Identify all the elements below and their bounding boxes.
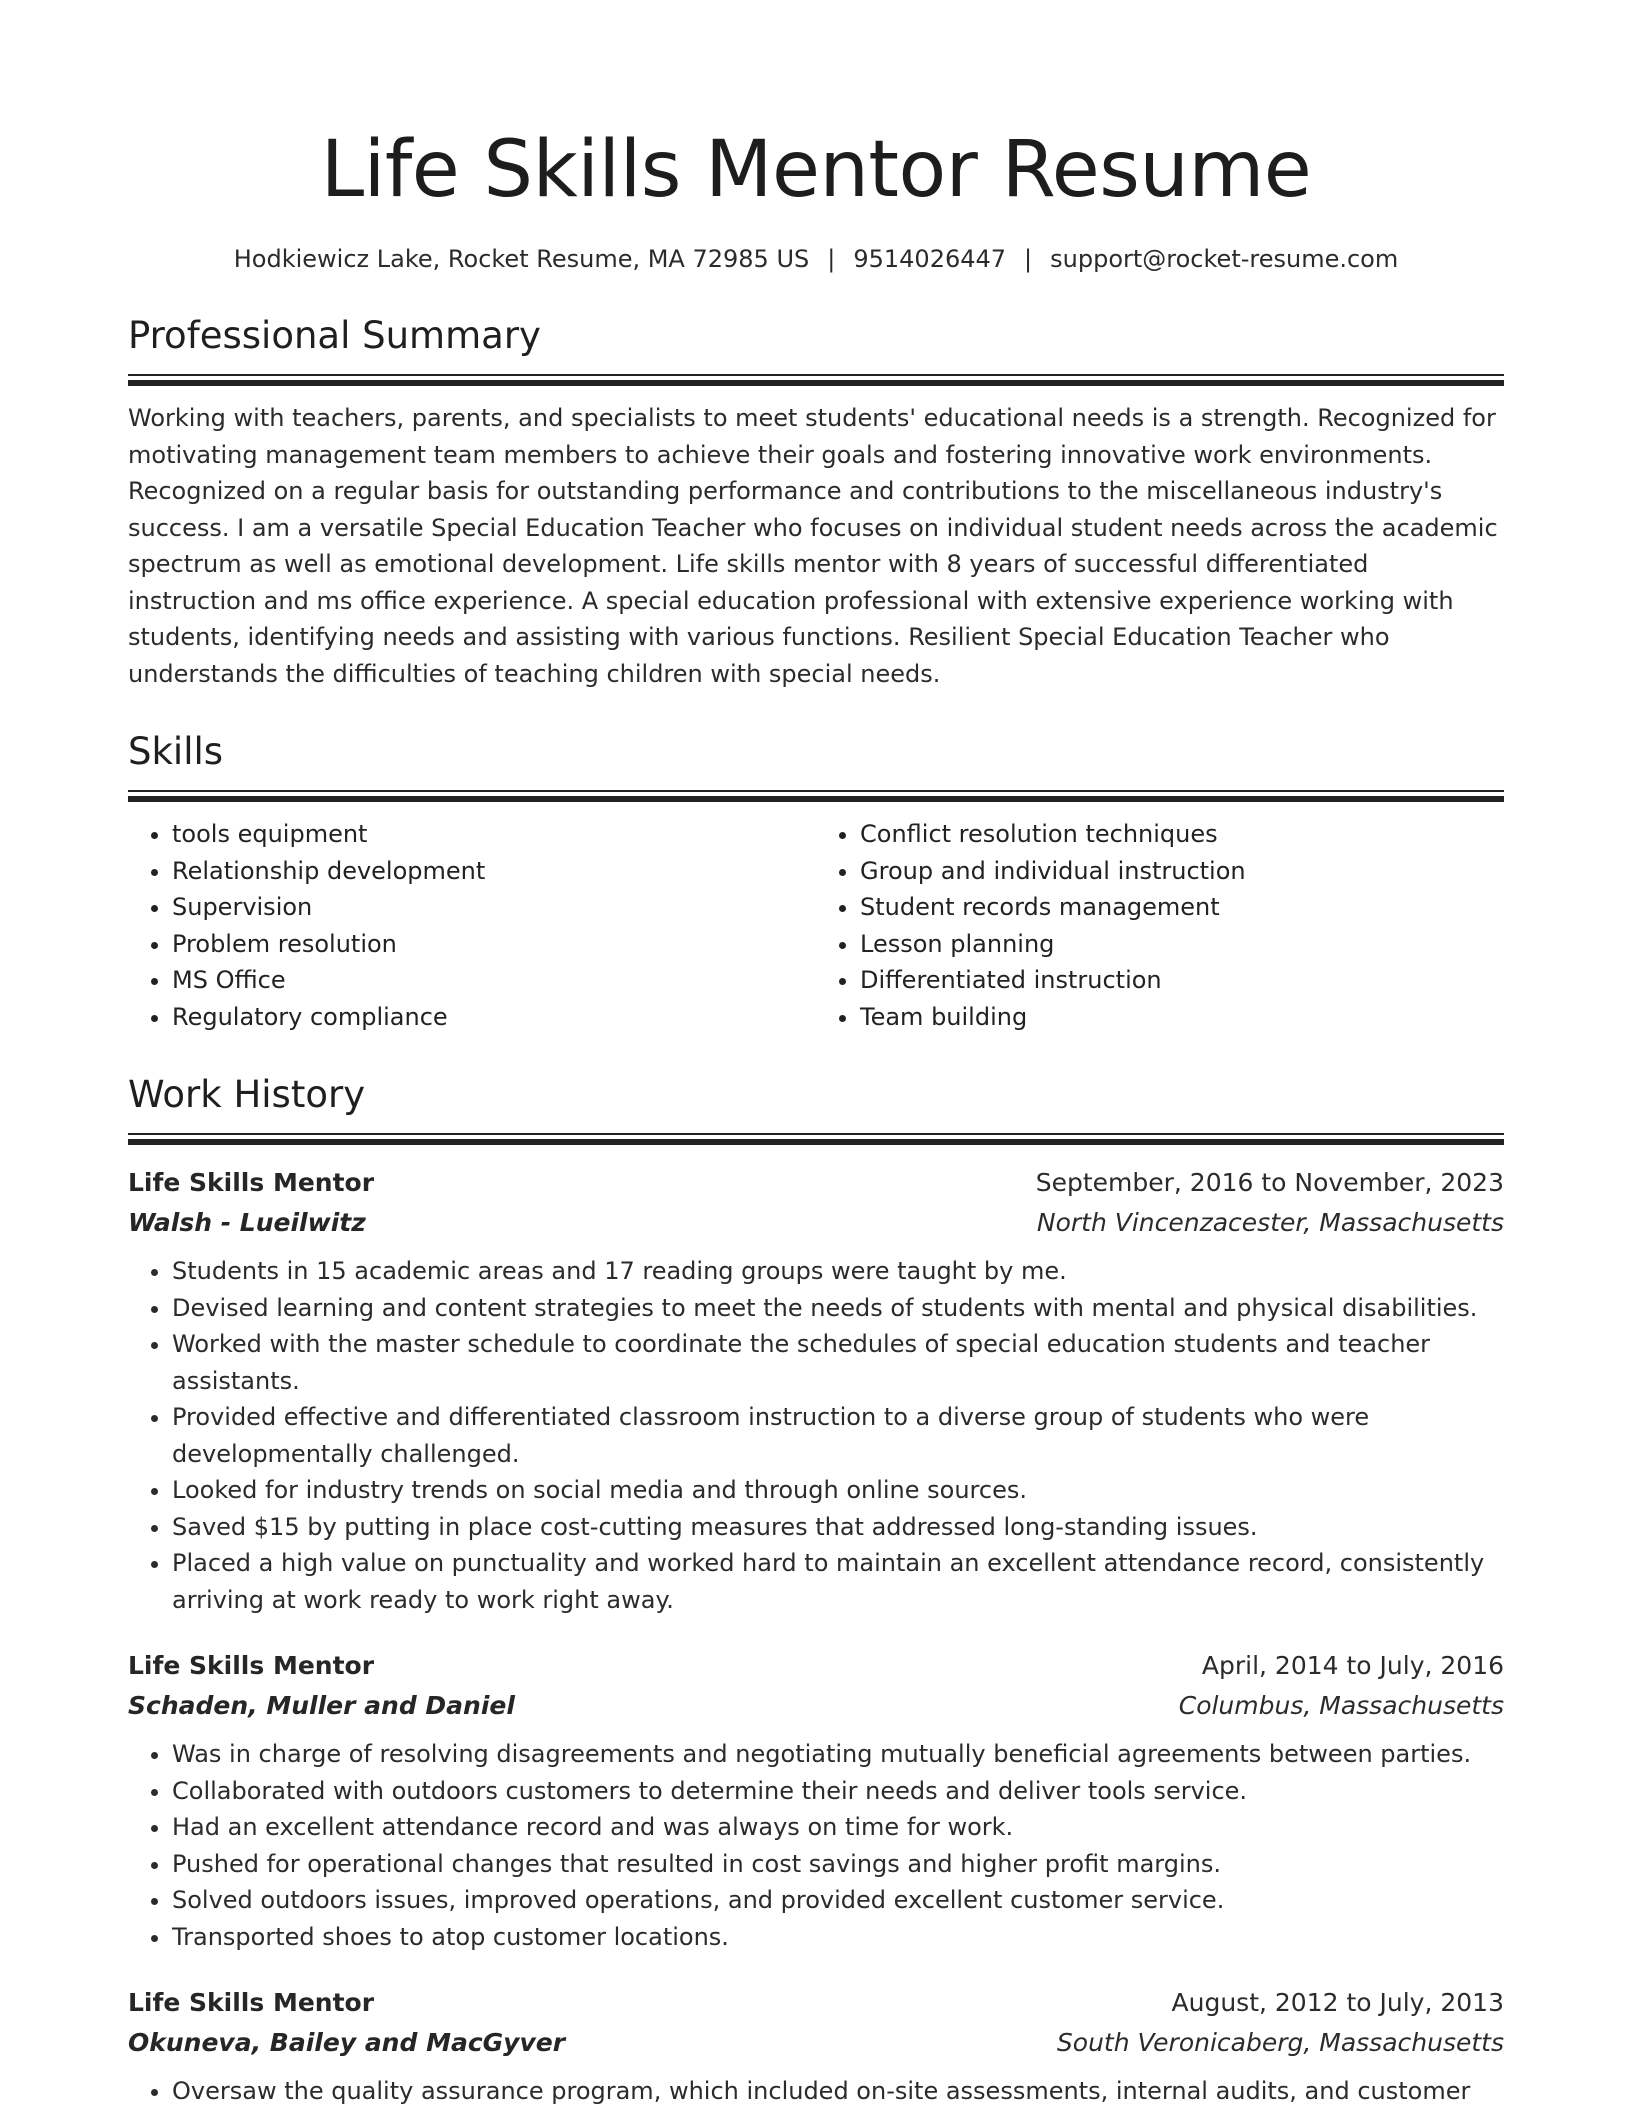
contact-separator: | <box>827 245 836 273</box>
job-title: Life Skills Mentor <box>128 1988 375 2017</box>
job-bullets <box>128 2073 1504 2110</box>
summary-text: Working with teachers, parents, and specialists to meet students' educational needs is a strength. Recognized for motivating management team members to achieve their goals and fostering innovative work environments. Recognized on a regular basis for outstanding performance and contributions to the miscellaneous industry's success. I am a versatile Special Education Teacher who focuses on individual student needs across the academic spectrum as well as emotional development. Life skills mentor with 8 years of successful differentiated instruction and ms office experience. A special education professional with extensive experience working with students, identifying needs and assisting with various functions. Resilient Special Education Teacher who understands the difficulties of teaching children with special needs. <box>128 404 1498 688</box>
job-bullet: • Worked with the master schedule to coordinate the schedules of special education students and teacher assistants. <box>172 1326 1504 1399</box>
job-bullet: • Transported shoes to atop customer locations. <box>172 1919 1504 1956</box>
resume-page <box>128 120 1504 2110</box>
job-dates: August, 2012 to July, 2013 <box>1171 1988 1504 2017</box>
contact-address: Hodkiewicz Lake, Rocket Resume, MA 72985 US <box>233 245 810 273</box>
skills-section <box>128 728 1504 1035</box>
skill-item: • Problem resolution <box>172 926 816 963</box>
skills-column-right <box>816 816 1504 1035</box>
job-bullet: • Devised learning and content strategies to meet the needs of students with mental and physical disabilities. <box>172 1290 1504 1327</box>
summary-section <box>128 312 1504 692</box>
job-bullet: • Placed a high value on punctuality and worked hard to maintain an excellent attendance record, consistently arriving at work ready to work right away. <box>172 1545 1504 1618</box>
skills-column-left <box>128 816 816 1035</box>
page-title: Life Skills Mentor Resume <box>320 125 1312 215</box>
skill-item: • Student records management <box>860 889 1504 926</box>
job-bullet: • Was in charge of resolving disagreements and negotiating mutually beneficial agreements between parties. <box>172 1736 1504 1773</box>
job-dates: September, 2016 to November, 2023 <box>1035 1168 1504 1197</box>
job-location: South Veronicaberg, Massachusetts <box>1056 2028 1504 2057</box>
section-divider <box>128 1133 1504 1145</box>
job-bullet: • Students in 15 academic areas and 17 reading groups were taught by me. <box>172 1253 1504 1290</box>
job-location: North Vincenzacester, Massachusetts <box>1036 1208 1504 1237</box>
skills-heading: Skills <box>128 730 224 773</box>
job-company: Okuneva, Bailey and MacGyver <box>128 2028 566 2057</box>
contact-separator: | <box>1024 245 1033 273</box>
summary-heading: Professional Summary <box>128 314 541 357</box>
job-bullet: • Collaborated with outdoors customers to determine their needs and deliver tools service. <box>172 1773 1504 1810</box>
skill-item: • MS Office <box>172 962 816 999</box>
contact-line <box>128 242 1504 276</box>
skill-item: • Differentiated instruction <box>860 962 1504 999</box>
work-history-heading: Work History <box>128 1073 366 1116</box>
job-bullet: • Provided effective and differentiated classroom instruction to a diverse group of students who were developmentally challenged. <box>172 1399 1504 1472</box>
skills-list <box>128 816 1504 1035</box>
skill-item: • Group and individual instruction <box>860 853 1504 890</box>
section-divider <box>128 374 1504 386</box>
contact-phone: 9514026447 <box>853 245 1007 273</box>
job-bullet: • Looked for industry trends on social media and through online sources. <box>172 1472 1504 1509</box>
job-bullet: • Pushed for operational changes that resulted in cost savings and higher profit margins. <box>172 1846 1504 1883</box>
job-entry <box>128 1983 1504 2110</box>
job-title: Life Skills Mentor <box>128 1168 375 1197</box>
skill-item: • tools equipment <box>172 816 816 853</box>
job-title: Life Skills Mentor <box>128 1651 375 1680</box>
skill-item: • Lesson planning <box>860 926 1504 963</box>
section-divider <box>128 790 1504 802</box>
job-entry <box>128 1646 1504 1955</box>
jobs-list <box>128 1163 1504 2110</box>
skill-item: • Regulatory compliance <box>172 999 816 1036</box>
job-company: Walsh - Lueilwitz <box>128 1208 366 1237</box>
job-bullets <box>128 1253 1504 1618</box>
job-entry <box>128 1163 1504 1618</box>
skill-item: • Team building <box>860 999 1504 1036</box>
job-bullet: • Oversaw the quality assurance program, which included on-site assessments, internal audits, and customer <box>172 2073 1504 2110</box>
job-bullet: • Saved $15 by putting in place cost-cutting measures that addressed long-standing issues. <box>172 1509 1504 1546</box>
job-bullets <box>128 1736 1504 1955</box>
job-bullet: • Solved outdoors issues, improved operations, and provided excellent customer service. <box>172 1882 1504 1919</box>
job-dates: April, 2014 to July, 2016 <box>1201 1651 1504 1680</box>
skill-item: • Supervision <box>172 889 816 926</box>
work-history-section <box>128 1071 1504 2110</box>
job-bullet: • Had an excellent attendance record and was always on time for work. <box>172 1809 1504 1846</box>
job-company: Schaden, Muller and Daniel <box>128 1691 515 1720</box>
contact-email: support@rocket-resume.com <box>1050 245 1399 273</box>
skill-item: • Conflict resolution techniques <box>860 816 1504 853</box>
skill-item: • Relationship development <box>172 853 816 890</box>
job-location: Columbus, Massachusetts <box>1178 1691 1504 1720</box>
